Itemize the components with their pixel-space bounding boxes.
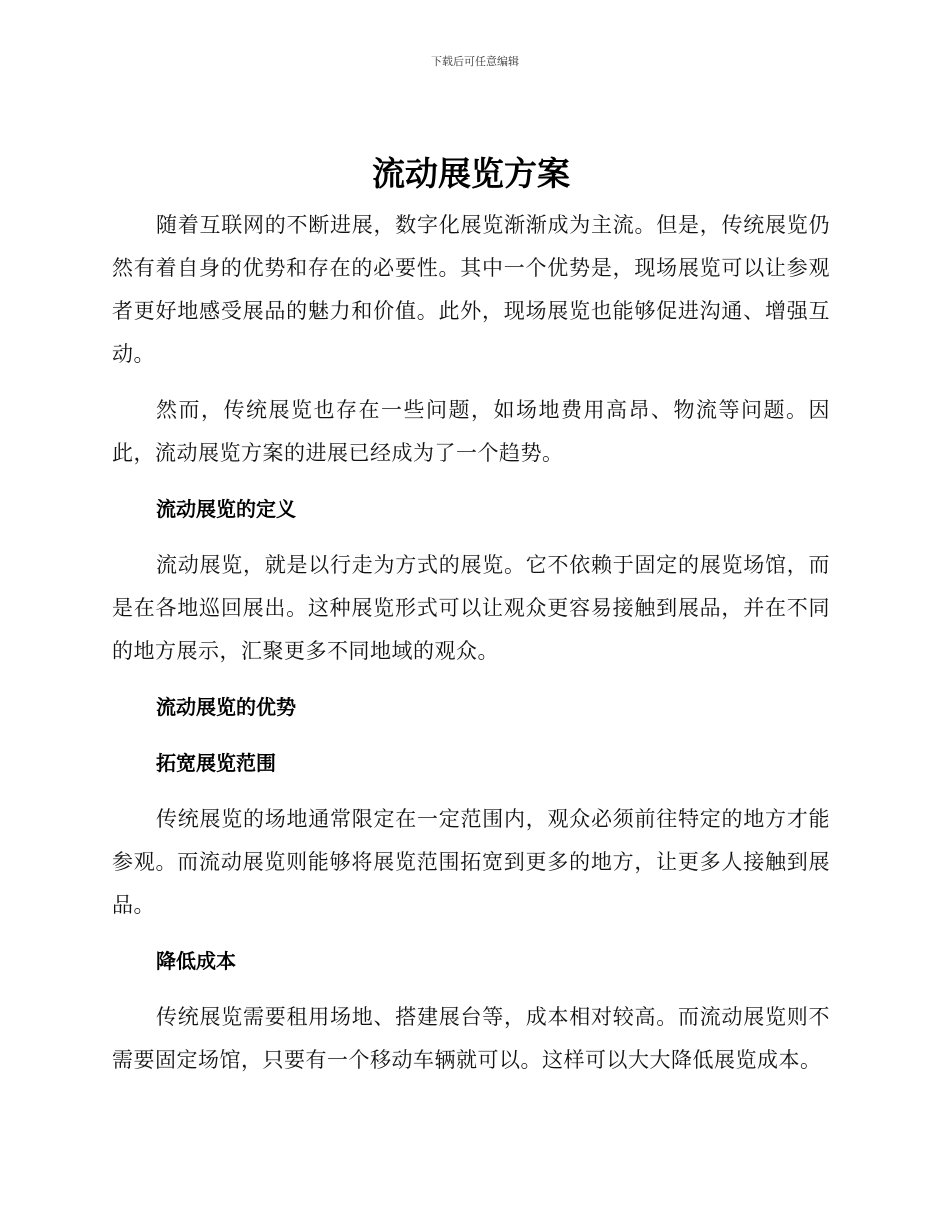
intro-paragraph-2: 然而，传统展览也存在一些问题，如场地费用高昂、物流等问题。因此，流动展览方案的进展已经成为了一个趋势。 xyxy=(112,398,830,465)
page-header-note: 下载后可任意编辑 xyxy=(431,55,519,68)
document-title: 流动展览方案 xyxy=(372,154,570,193)
definition-paragraph: 流动展览，就是以行走为方式的展览。它不依赖于固定的展览场馆，而是在各地巡回展出。这种展览形式可以让观众更容易接触到展品，并在不同的地方展示，汇聚更多不同地域的观众。 xyxy=(112,553,830,663)
intro-paragraph-1: 随着互联网的不断进展，数字化展览渐渐成为主流。但是，传统展览仍然有着自身的优势和存在的必要性。其中一个优势是，现场展览可以让参观者更好地感受展品的魅力和价值。此外，现场展览也能够促进沟通、增强互动。 xyxy=(112,213,830,366)
section-heading-definition: 流动展览的定义 xyxy=(156,497,296,521)
reduce-cost-paragraph: 传统展览需要租用场地、搭建展台等，成本相对较高。而流动展览则不需要固定场馆，只要有一个移动车辆就可以。这样可以大大降低展览成本。 xyxy=(112,1005,830,1072)
expand-range-paragraph: 传统展览的场地通常限定在一定范围内，观众必须前往特定的地方才能参观。而流动展览则能够将展览范围拓宽到更多的地方，让更多人接触到展品。 xyxy=(112,807,830,917)
document-body xyxy=(112,148,830,1095)
subsection-heading-expand-range: 拓宽展览范围 xyxy=(156,751,276,775)
section-heading-advantages: 流动展览的优势 xyxy=(156,695,296,719)
subsection-heading-reduce-cost: 降低成本 xyxy=(156,949,236,973)
